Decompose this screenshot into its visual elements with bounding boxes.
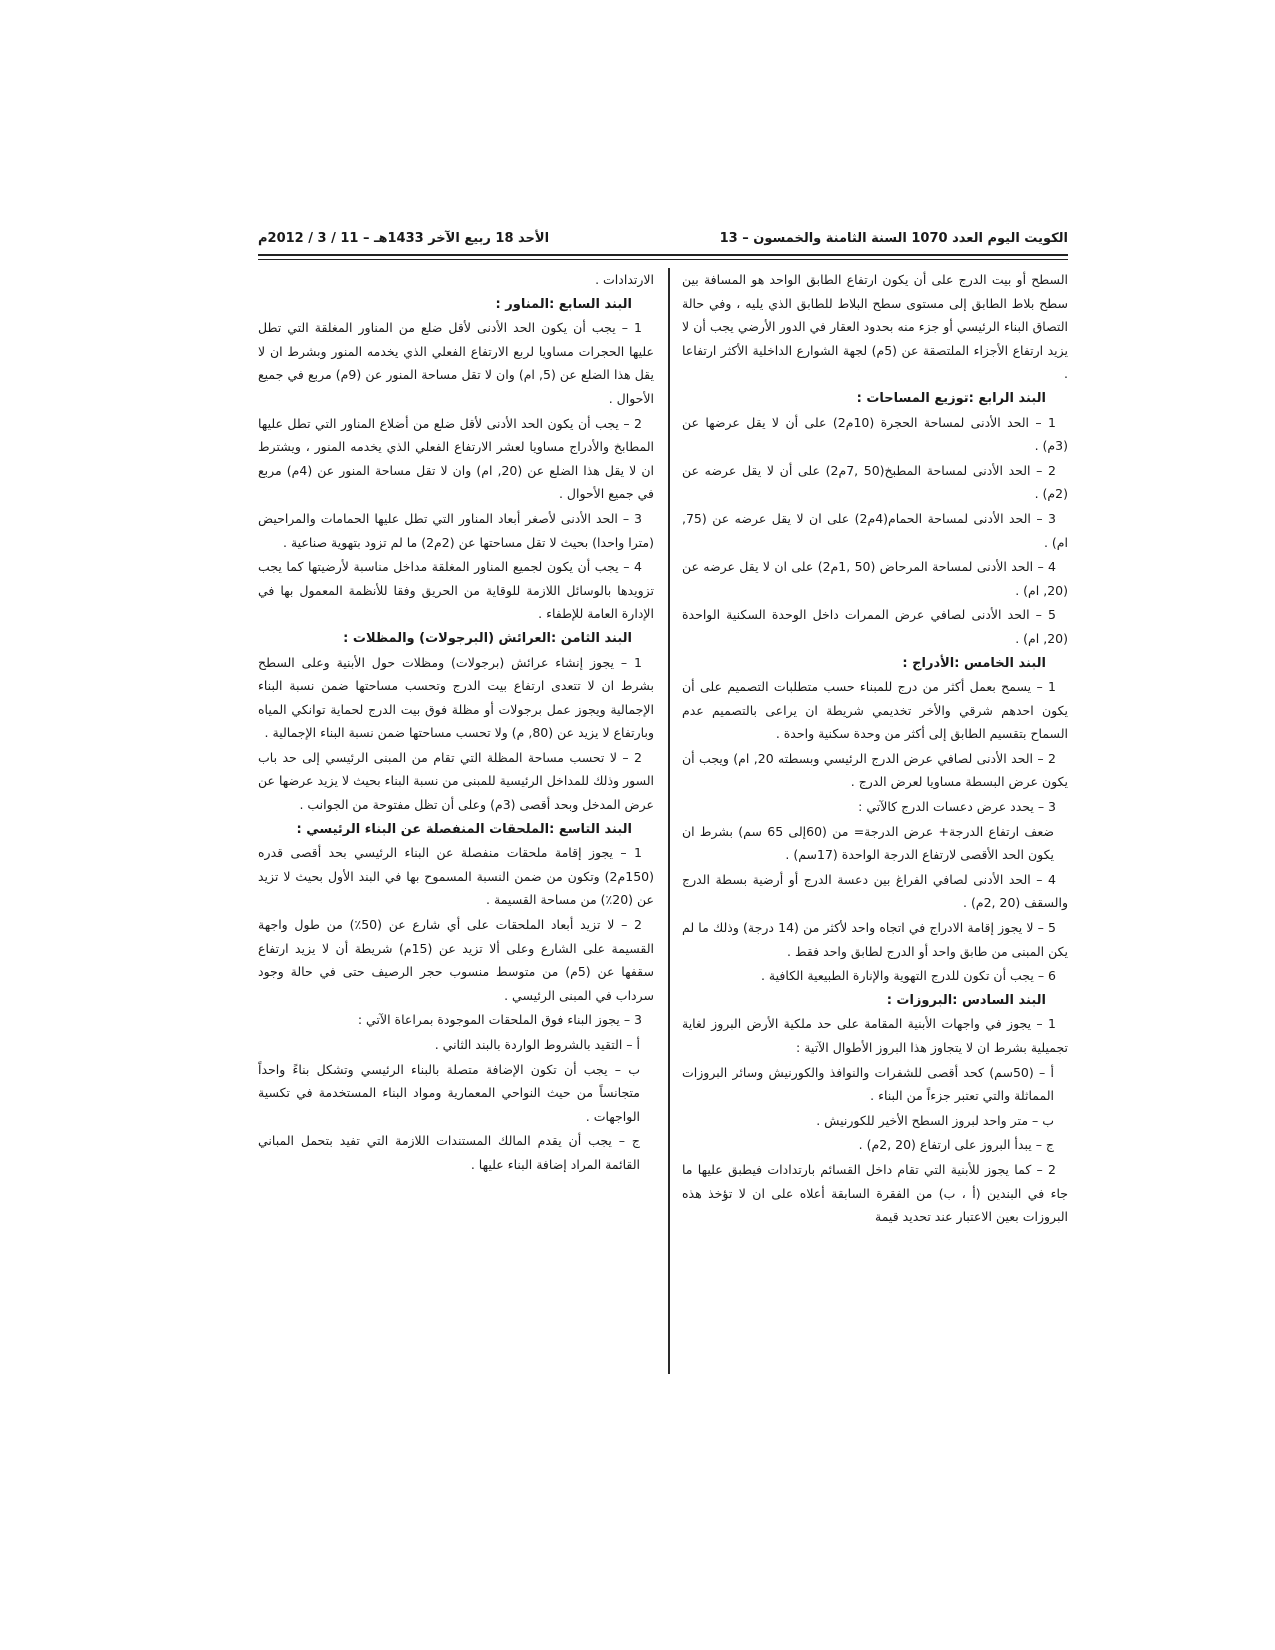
section-heading: البند التاسع :الملحقات المنفصلة عن البناء الرئيسي : <box>296 821 632 837</box>
section-heading: البند الرابع :توزيع المساحات : <box>856 390 1046 406</box>
sub-clause-paragraph: أ – التقيد بالشروط الواردة بالبند الثاني . <box>434 1037 640 1052</box>
clause-paragraph: 2 – لا تحسب مساحة المظلة التي تقام من المبنى الرئيسي إلى حد باب السور وذلك للمداخل الرئيسية للمبنى من نسبة البناء بحيث لا يزيد عرضها عن عرض المدخل وبحد أقصى (3م) وعلى أن تظل مفتوحة من الجوانب . <box>258 749 654 813</box>
clause-paragraph: 1 – يجوز إقامة ملحقات منفصلة عن البناء الرئيسي بحد أقصى قدره (150م2) وتكون من ضمن النسبة المسموح بها في البند الأول بحيث لا تزيد عن (20٪) من مساحة القسيمة . <box>258 845 654 908</box>
clause-paragraph: 1 – يسمح بعمل أكثر من درج للمبناء حسب متطلبات التصميم على أن يكون احدهم شرقي والأخر تخديمي شريطة ان يراعى بالتصميم عدم السماح بتقسيم الطابق إلى أكثر من وحدة سكنية واحدة . <box>682 679 1068 742</box>
body-paragraph: السطح أو بيت الدرج على أن يكون ارتفاع الطابق الواحد هو المسافة بين سطح بلاط الطابق إلى مستوى سطح البلاط للطابق الذي يليه ، وفي حالة التصاق البناء الرئيسي أو جزء منه بحدود العقار في الدور الأرضي يجب أن لا يزيد ارتفاع الأجزاء الملتصقة عن (5م) لجهة الشوارع الداخلية الأكثر ارتفاعا . <box>682 272 1068 382</box>
clause-paragraph: 5 – لا يجوز إقامة الادراج في اتجاه واحد لأكثر من (14 درجة) وذلك ما لم يكن المبنى من طابق واحد أو الدرج لطابق واحد فقط . <box>682 920 1068 959</box>
header-date: الأحد 18 ربيع الآخر 1433هـ – 11 / 3 / 2012م <box>258 231 550 246</box>
clause-paragraph: 3 – يجوز البناء فوق الملحقات الموجودة بمراعاة الآتي : <box>357 1012 642 1028</box>
sub-clause-paragraph: أ – (50سم) كحد أقصى للشفرات والنوافذ والكورنيش وسائر البروزات المماثلة والتي تعتبر جزءاً من البناء . <box>682 1064 1055 1104</box>
clause-paragraph: 1 – يجب أن يكون الحد الأدنى لأقل ضلع من المناور المغلقة التي تطل عليها الحجرات مساويا لربع الارتفاع الفعلي الذي يخدمه المنور وبشرط ان لا يقل هذا الضلع عن (5, ام) وان لا تقل مساحة المنور عن (9م) مربع في جميع الأحوال . <box>258 320 654 406</box>
column-divider <box>668 268 670 1374</box>
section-heading: البند الخامس :الأدراج : <box>902 655 1046 671</box>
clause-paragraph: 4 – الحد الأدنى لصافي الفراغ بين دعسة الدرج أو أرضية بسطة الدرج والسقف (20 ,2م) . <box>682 871 1068 911</box>
sub-clause-paragraph: ج – يبدأ البروز على ارتفاع (20 ,2م) . <box>858 1137 1054 1153</box>
clause-paragraph: 1 – يجوز إنشاء عرائش (برجولات) ومظلات حول الأبنية وعلى السطح بشرط ان لا تتعدى ارتفاع بيت الدرج وتحسب مساحتها ضمن نسبة البناء الإجمالية ويجوز عمل برجولات أو مظلة فوق بيت الدرج لحماية توانكي المياه وبارتفاع لا يزيد عن (80, م) ولا تحسب مساحتها ضمن نسبة البناء الإجمالية . <box>258 654 654 741</box>
section-heading: البند السادس :البروزات : <box>886 992 1046 1008</box>
sub-clause-paragraph: ب – يجب أن تكون الإضافة متصلة بالبناء الرئيسي وتشكل بناءً واحداً متجانساً من حيث النواحي المعمارية ومواد البناء المستخدمة في تكسية الواجهات . <box>258 1061 640 1124</box>
header-rule <box>258 254 1068 256</box>
clause-paragraph: 6 – يجب أن تكون للدرج التهوية والإنارة الطبيعية الكافية . <box>760 968 1056 984</box>
left-column <box>258 268 654 1378</box>
body-paragraph: الارتدادات . <box>595 272 654 287</box>
header-issue-info: الكويت اليوم العدد 1070 السنة الثامنة والخمسون – 13 <box>719 231 1068 246</box>
clause-paragraph: 2 – الحد الأدنى لمساحة المطبخ(50 ,7م2) على أن لا يقل عرضه عن (2م) . <box>682 462 1068 502</box>
clause-paragraph: 2 – الحد الأدنى لصافي عرض الدرج الرئيسي وبسطته 20, ام) ويجب أن يكون عرض البسطة مساويا لعرض الدرج . <box>682 750 1068 790</box>
clause-paragraph: 4 – الحد الأدنى لمساحة المرحاض (50 ,1م2) على ان لا يقل عرضه عن (20, ام) . <box>682 559 1068 598</box>
clause-paragraph: 4 – يجب أن يكون لجميع المناور المغلقة مداخل مناسبة لأرضيتها كما يجب تزويدها بالوسائل اللازمة للوقاية من الحريق وفقا للأنظمة المعمول بها في الإدارة العامة للإطفاء . <box>258 559 654 622</box>
sub-clause-paragraph: ج – يجب أن يقدم المالك المستندات اللازمة التي تفيد بتحمل المباني القائمة المراد إضافة البناء عليها . <box>258 1133 640 1172</box>
page-header <box>258 222 1068 256</box>
clause-paragraph: 2 – لا تزيد أبعاد الملحقات على أي شارع عن (50٪) من طول واجهة القسيمة على الشارع وعلى ألا تزيد عن (15م) شريطة أن لا يزيد ارتفاع سقفها عن (5م) من متوسط منسوب حجر الرصيف حتى في حالة وجود سرداب في المبنى الرئيسي . <box>258 917 654 1003</box>
clause-paragraph: 2 – يجب أن يكون الحد الأدنى لأقل ضلع من أضلاع المناور التي تطل عليها المطابخ والأدراج مساويا لعشر الارتفاع الفعلي الذي يخدمه المنور ، ويشترط ان لا يقل هذا الضلع عن (20, ام) وان لا تقل مساحة المنور عن (4م) مربع في جميع الأحوال . <box>258 415 654 502</box>
section-heading: البند السابع :المناور : <box>495 296 632 312</box>
sub-clause-paragraph: ضعف ارتفاع الدرجة+ عرض الدرجة= من (60إلى 65 سم) بشرط ان يكون الحد الأقصى لارتفاع الدرجة الواحدة (17سم) . <box>682 823 1054 863</box>
clause-paragraph: 5 – الحد الأدنى لصافي عرض الممرات داخل الوحدة السكنية الواحدة (20, ام) . <box>682 607 1068 646</box>
clause-paragraph: 3 – الحد الأدنى لأصغر أبعاد المناور التي تطل عليها الحمامات والمراحيض (مترا واحدا) بحيث لا تقل مساحتها عن (2م2) ما لم تزود بتهوية صناعية . <box>258 510 654 550</box>
clause-paragraph: 2 – كما يجوز للأبنية التي تقام داخل القسائم بارتدادات فيطبق عليها ما جاء في البندين (أ ، ب) من الفقرة السابقة أعلاه على ان لا تؤخذ هذه البروزات بعين الاعتبار عند تحديد قيمة <box>682 1161 1068 1225</box>
clause-paragraph: 1 – يجوز في واجهات الأبنية المقامة على حد ملكية الأرض البروز لغاية تجميلية بشرط ان لا يتجاوز هذا البروز الأطوال الآتية : <box>682 1016 1068 1055</box>
clause-paragraph: 3 – الحد الأدنى لمساحة الحمام(4م2) على ان لا يقل عرضه عن (75, ام) . <box>682 510 1068 550</box>
section-heading: البند الثامن :العرائش (البرجولات) والمظلات : <box>343 630 632 646</box>
clause-paragraph: 3 – يحدد عرض دعسات الدرج كالآتي : <box>858 799 1056 815</box>
right-column <box>682 268 1068 1378</box>
header-rule-thin <box>258 259 1068 260</box>
sub-clause-paragraph: ب – متر واحد لبروز السطح الأخير للكورنيش . <box>816 1112 1054 1128</box>
clause-paragraph: 1 – الحد الأدنى لمساحة الحجرة (10م2) على أن لا يقل عرضها عن (3م) . <box>682 414 1068 454</box>
